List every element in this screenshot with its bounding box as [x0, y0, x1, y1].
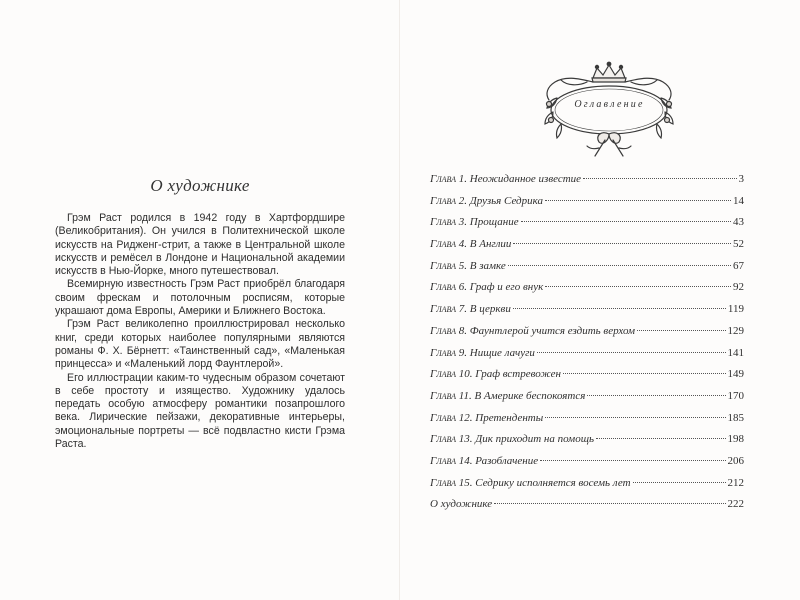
toc-entry[interactable] — [430, 390, 744, 412]
chapter-title: 9. Нищие лачуги — [458, 346, 535, 359]
chapter-prefix: Глава — [430, 346, 457, 359]
chapter-title: О художнике — [430, 498, 493, 511]
toc-entry[interactable] — [430, 281, 744, 303]
page-number: 198 — [727, 433, 744, 446]
page-number: 185 — [727, 411, 744, 424]
chapter-prefix: Глава — [430, 476, 457, 489]
chapter-title: 2. Друзья Седрика — [458, 194, 543, 207]
chapter-title: 3. Прощание — [458, 216, 519, 229]
paragraph: Грэм Раст великолепно проиллюстрировал несколько книг, среди которых наиболее популярными являются романы Ф. Х. Бёрнетт: «Таинственный сад», «Маленькая принцесса» и «Маленький лорд Фаунтлерой». — [55, 318, 345, 371]
toc-entry[interactable] — [430, 303, 744, 325]
toc-entry[interactable] — [430, 173, 744, 195]
dot-leader — [521, 221, 731, 222]
page-number: 206 — [727, 454, 744, 467]
page-number: 141 — [727, 346, 744, 359]
toc-entry[interactable] — [430, 368, 744, 390]
toc-entry[interactable] — [430, 455, 744, 477]
table-of-contents — [430, 173, 744, 520]
chapter-title: 14. Разоблачение — [458, 454, 539, 467]
page-number: 129 — [727, 324, 744, 337]
chapter-title: 12. Претенденты — [458, 411, 544, 424]
crown-wreath-emblem — [537, 60, 682, 160]
paragraph: Всемирную известность Грэм Раст приобрёл благодаря своим фрескам и потолочным росписям, которые украшают дома Европы, Америки и Ближнего Востока. — [55, 278, 345, 318]
dot-leader — [633, 482, 726, 483]
chapter-title: 10. Граф встревожен — [458, 368, 561, 381]
toc-entry[interactable] — [430, 260, 744, 282]
paragraph: Его иллюстрации каким-то чудесным образом сочетают в себе простоту и изящество. Художнику удалось передать особую атмосферу романтики позапрошлого века. Лирические пейзажи, декоративные интерьеры, эмоциональные портреты — всё подвластно кисти Грэма Раста. — [55, 371, 345, 451]
page-number: 222 — [727, 498, 744, 511]
chapter-prefix: Глава — [430, 411, 457, 424]
chapter-title: 11. В Америке беспокоятся — [458, 389, 586, 402]
toc-entry[interactable] — [430, 216, 744, 238]
page-number: 52 — [733, 238, 744, 251]
toc-entry[interactable] — [430, 412, 744, 434]
chapter-prefix: Глава — [430, 389, 457, 402]
toc-heading: Оглавление — [574, 99, 645, 110]
page-number: 14 — [733, 194, 744, 207]
about-artist-text — [55, 212, 345, 451]
dot-leader — [587, 395, 725, 396]
dot-leader — [545, 200, 731, 201]
toc-entry[interactable] — [430, 498, 744, 520]
dot-leader — [583, 178, 736, 179]
chapter-title: 15. Седрику исполняется восемь лет — [458, 476, 631, 489]
dot-leader — [508, 265, 731, 266]
dot-leader — [513, 243, 731, 244]
chapter-title: 5. В замке — [458, 259, 506, 272]
dot-leader — [537, 352, 726, 353]
page-number: 212 — [727, 476, 744, 489]
chapter-prefix: Глава — [430, 238, 457, 251]
chapter-title: 1. Неожиданное известие — [458, 173, 582, 185]
toc-entry[interactable] — [430, 433, 744, 455]
chapter-prefix: Глава — [430, 454, 457, 467]
chapter-prefix: Глава — [430, 368, 457, 381]
page-number: 3 — [738, 173, 744, 185]
chapter-title: 4. В Англии — [458, 238, 512, 251]
page-number: 92 — [733, 281, 744, 294]
dot-leader — [596, 438, 725, 439]
paragraph: Грэм Раст родился в 1942 году в Хартфордшире (Великобритания). Он учился в Политехнической школе искусств на Ридженг-стрит, а также в Центральной школе искусств и ремёсел в Лондоне и Национальной академии искусств в Нью-Йорке, много путешествовал. — [55, 212, 345, 278]
chapter-title: 8. Фаунтлерой учится ездить верхом — [458, 324, 636, 337]
page-number: 43 — [733, 216, 744, 229]
toc-entry[interactable] — [430, 477, 744, 499]
toc-entry[interactable] — [430, 238, 744, 260]
page-number: 119 — [727, 303, 744, 316]
chapter-prefix: Глава — [430, 216, 457, 229]
chapter-title: 7. В церкви — [458, 303, 511, 316]
page-number: 170 — [727, 389, 744, 402]
dot-leader — [545, 286, 731, 287]
chapter-prefix: Глава — [430, 324, 457, 337]
chapter-prefix: Глава — [430, 303, 457, 316]
toc-entry[interactable] — [430, 325, 744, 347]
dot-leader — [494, 503, 725, 504]
page-number: 67 — [733, 259, 744, 272]
toc-entry[interactable] — [430, 347, 744, 369]
dot-leader — [540, 460, 725, 461]
about-artist-title: О художнике — [150, 176, 250, 195]
page-number: 149 — [727, 368, 744, 381]
chapter-prefix: Глава — [430, 433, 457, 446]
chapter-title: 13. Дик приходит на помощь — [458, 433, 595, 446]
chapter-prefix: Глава — [430, 259, 457, 272]
chapter-title: 6. Граф и его внук — [458, 281, 544, 294]
dot-leader — [563, 373, 726, 374]
chapter-prefix: Глава — [430, 194, 457, 207]
chapter-prefix: Глава — [430, 281, 457, 294]
dot-leader — [513, 308, 726, 309]
dot-leader — [545, 417, 725, 418]
chapter-prefix: Глава — [430, 173, 457, 185]
toc-entry[interactable] — [430, 195, 744, 217]
dot-leader — [637, 330, 725, 331]
